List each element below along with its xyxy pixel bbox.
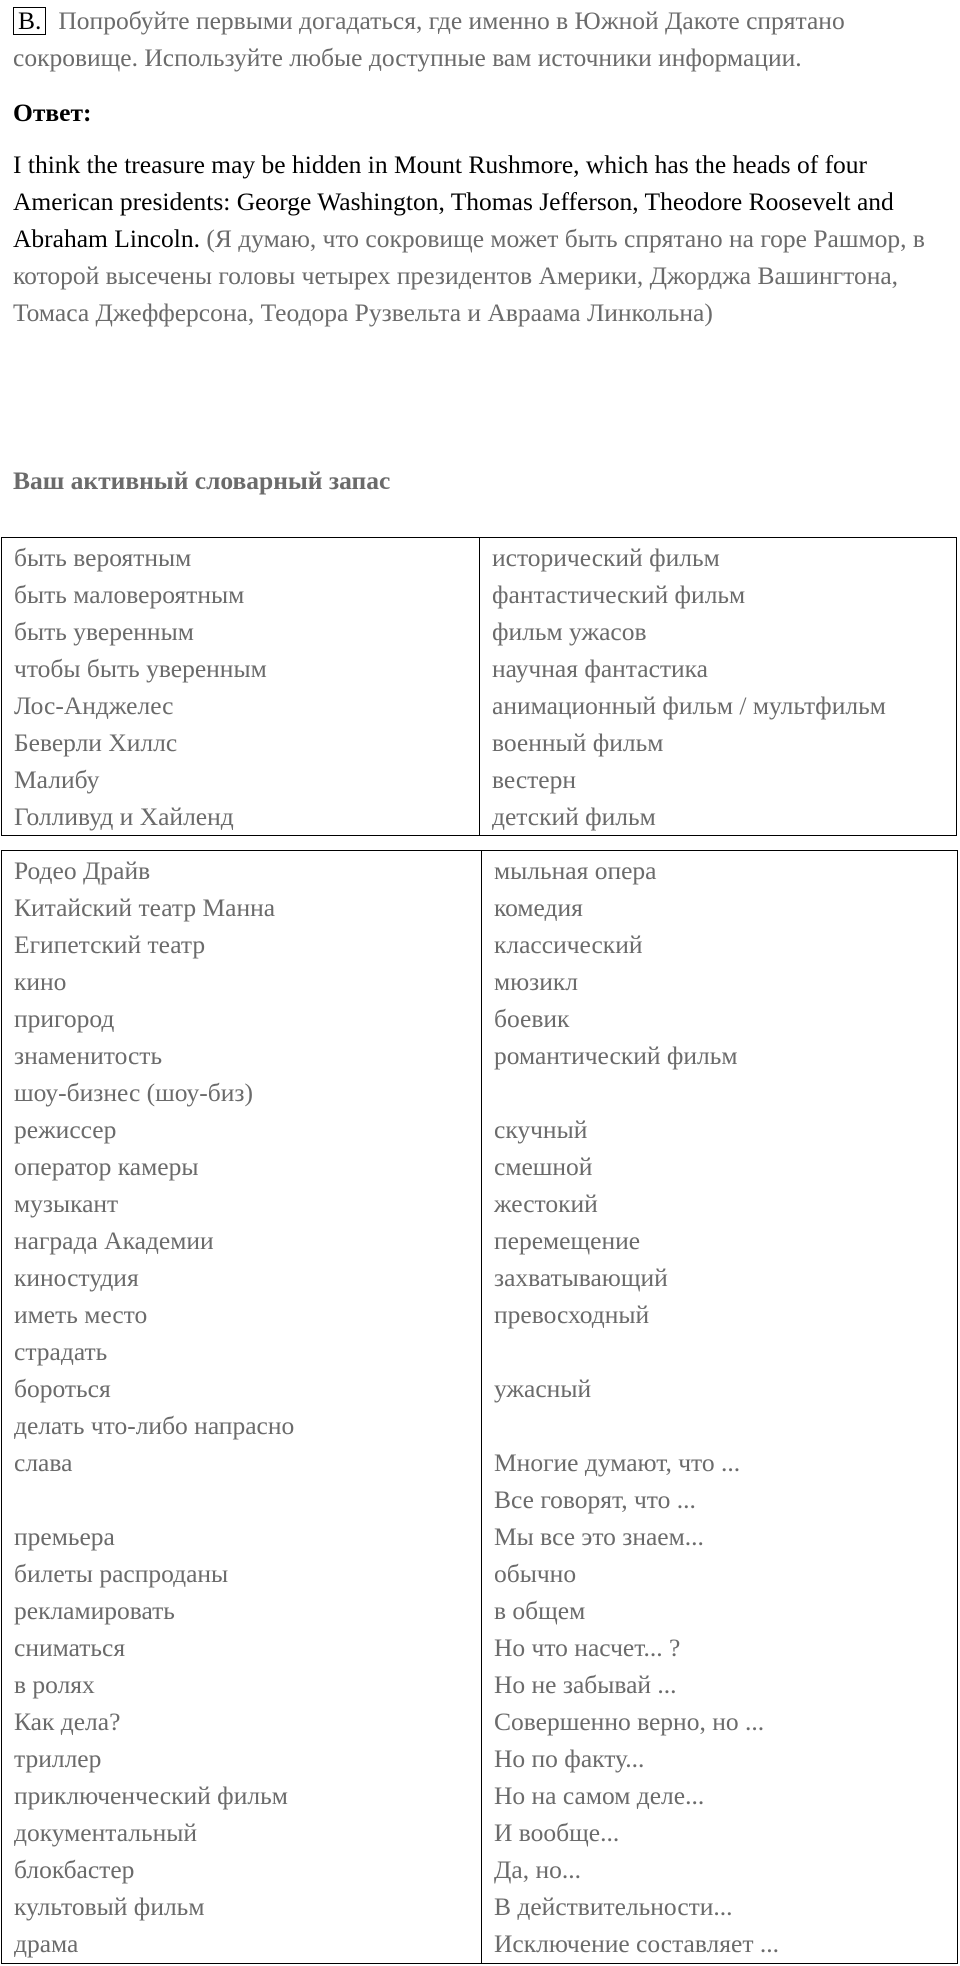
vocabulary-term: рекламировать [14, 1596, 175, 1625]
task-instruction [13, 2, 943, 76]
vocabulary-term: Многие думают, что ... [494, 1448, 741, 1477]
answer-russian-translation: (Я думаю, что сокровище может быть спрятано на горе Рашмор, в которой высечены головы четырех президентов Америки, Джорджа Вашингтона, Томаса Джефферсона, Теодора Рузвельта и Авраама Линкольна) [13, 224, 925, 327]
task-text: Попробуйте первыми догадаться, где именно в Южной Дакоте спрятано сокровище. Используйте любые доступные вам источники информации. [13, 6, 845, 72]
vocabulary-term: сниматься [14, 1633, 126, 1662]
vocabulary-term: захватывающий [494, 1263, 668, 1292]
vocabulary-term: Совершенно верно, но ... [494, 1707, 765, 1736]
vocabulary-term: классический [494, 930, 643, 959]
vocabulary-term: ужасный [494, 1374, 592, 1403]
vocabulary-term: Египетский театр [14, 930, 206, 959]
vocabulary-term: Но по факту... [494, 1744, 645, 1773]
vocabulary-term: мюзикл [494, 967, 579, 996]
vocabulary-term: детский фильм [492, 802, 656, 831]
vocabulary-term: блокбастер [14, 1855, 135, 1884]
vocabulary-table-2 [1, 850, 958, 1964]
vocabulary-term [2, 1481, 481, 1518]
answer-heading: Ответ: [13, 98, 92, 127]
vocabulary-term: триллер [14, 1744, 102, 1773]
vocabulary-term: фантастический фильм [492, 580, 746, 609]
vocabulary-term: режиссер [14, 1115, 117, 1144]
vocabulary-term: В действительности... [494, 1892, 733, 1921]
vocabulary-term: знаменитость [14, 1041, 163, 1070]
vocabulary-term: быть маловероятным [14, 580, 245, 609]
vocabulary-term: фильм ужасов [492, 617, 647, 646]
task-letter-badge: B. [13, 7, 46, 35]
vocabulary-term: вестерн [492, 765, 577, 794]
vocabulary-term: скучный [494, 1115, 588, 1144]
vocabulary-term: И вообще... [494, 1818, 620, 1847]
vocabulary-term: перемещение [494, 1226, 641, 1255]
vocabulary-term [482, 1333, 958, 1370]
vocabulary-term: Но не забывай ... [494, 1670, 677, 1699]
vocabulary-term: иметь место [14, 1300, 148, 1329]
vocabulary-term: обычно [494, 1559, 577, 1588]
vocabulary-term: военный фильм [492, 728, 664, 757]
vocabulary-table-2-right-column [481, 851, 958, 1964]
vocabulary-term: бороться [14, 1374, 111, 1403]
vocabulary-term: анимационный фильм / мультфильм [492, 691, 886, 720]
vocabulary-term: Исключение составляет ... [494, 1929, 779, 1958]
vocabulary-term: премьера [14, 1522, 115, 1551]
vocabulary-term: Но что насчет... ? [494, 1633, 681, 1662]
vocabulary-term: Но на самом деле... [494, 1781, 705, 1810]
vocabulary-term: билеты распроданы [14, 1559, 229, 1588]
vocabulary-term: превосходный [494, 1300, 650, 1329]
vocabulary-term: документальный [14, 1818, 198, 1847]
vocabulary-term: Голливуд и Хайленд [14, 802, 234, 831]
vocabulary-term: Родео Драйв [14, 856, 151, 885]
vocabulary-term: Лос-Анджелес [14, 691, 174, 720]
vocabulary-term: комедия [494, 893, 583, 922]
vocabulary-term: мыльная опера [494, 856, 657, 885]
answer-body [13, 146, 948, 331]
vocabulary-term: награда Академии [14, 1226, 214, 1255]
vocabulary-term: киностудия [14, 1263, 139, 1292]
vocabulary-term: Да, но... [494, 1855, 581, 1884]
vocabulary-term: драма [14, 1929, 79, 1958]
vocabulary-term: слава [14, 1448, 73, 1477]
vocabulary-term: приключенческий фильм [14, 1781, 288, 1810]
vocabulary-term: музыкант [14, 1189, 119, 1218]
vocabulary-term: Мы все это знаем... [494, 1522, 704, 1551]
vocabulary-term: в ролях [14, 1670, 95, 1699]
vocabulary-term: боевик [494, 1004, 570, 1033]
vocabulary-term: делать что-либо напрасно [14, 1411, 295, 1440]
vocabulary-term: Беверли Хиллс [14, 728, 178, 757]
vocabulary-term: жестокий [494, 1189, 598, 1218]
vocabulary-term: Малибу [14, 765, 100, 794]
vocabulary-term: страдать [14, 1337, 108, 1366]
vocabulary-term: кино [14, 967, 67, 996]
vocabulary-table-1 [1, 537, 957, 836]
vocabulary-term: в общем [494, 1596, 586, 1625]
vocabulary-term [482, 1407, 958, 1444]
vocabulary-term: оператор камеры [14, 1152, 199, 1181]
vocabulary-heading: Ваш активный словарный запас [13, 466, 391, 495]
vocabulary-term: смешной [494, 1152, 593, 1181]
vocabulary-term: Китайский театр Манна [14, 893, 276, 922]
vocabulary-term: быть вероятным [14, 543, 192, 572]
vocabulary-table-2-left-column [2, 851, 481, 1962]
vocabulary-term: культовый фильм [14, 1892, 205, 1921]
vocabulary-term: Как дела? [14, 1707, 121, 1736]
vocabulary-term [482, 1074, 958, 1111]
vocabulary-term: быть уверенным [14, 617, 194, 646]
vocabulary-term: романтический фильм [494, 1041, 738, 1070]
vocabulary-term: исторический фильм [492, 543, 720, 572]
vocabulary-table-1-left-column [2, 538, 479, 835]
vocabulary-term: чтобы быть уверенным [14, 654, 267, 683]
vocabulary-term: шоу-бизнес (шоу-биз) [14, 1078, 253, 1107]
vocabulary-term: пригород [14, 1004, 115, 1033]
answer-english-text: I think the treasure may be hidden in Mount Rushmore, which has the heads of four American presidents: George Washington, Thomas Jefferson, Theodore Roosevelt and Abraham Lincoln. [13, 150, 894, 253]
vocabulary-term: Все говорят, что ... [494, 1485, 696, 1514]
vocabulary-term: научная фантастика [492, 654, 709, 683]
vocabulary-table-1-right-column [479, 538, 957, 836]
